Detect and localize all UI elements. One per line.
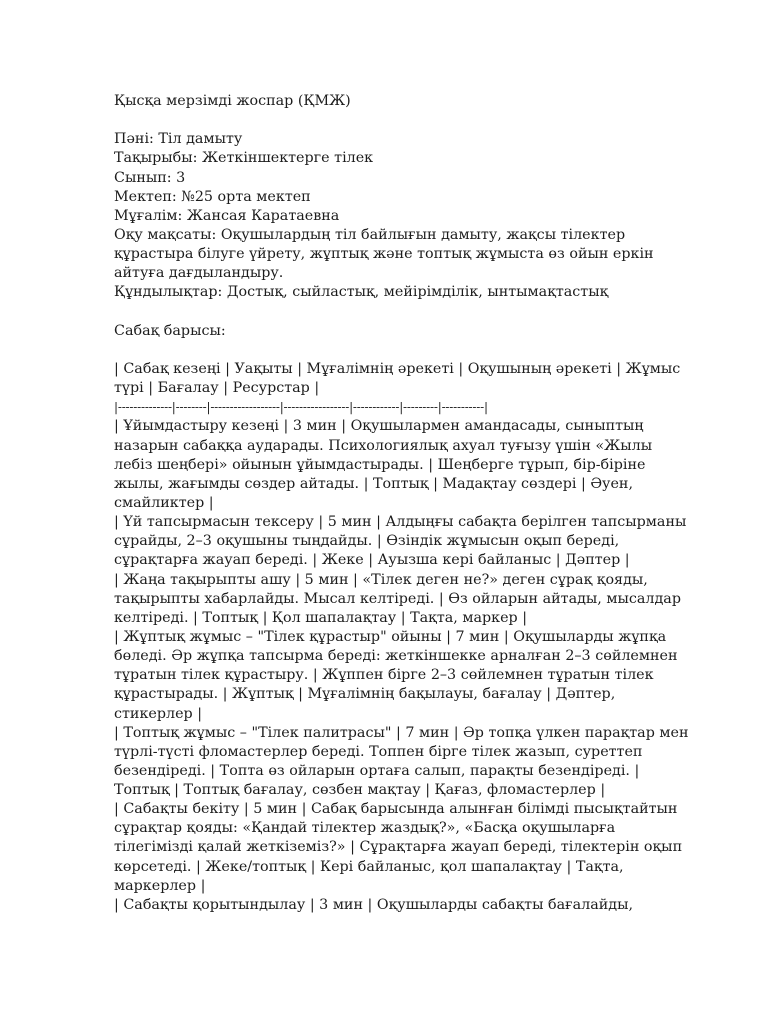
table-row-line: безендіреді. | Топта өз ойларын ортаға салып, парақты безендіреді. | <box>114 762 640 779</box>
table-row-line: тақырыпты хабарлайды. Мысал келтіреді. | Өз ойларын айтады, мысалдар <box>114 590 681 607</box>
table-row-line: | Сабақты бекіту | 5 мин | Сабақ барысында алынған білімді пысықтайтын <box>114 801 678 818</box>
section-heading: Сабақ барысы: <box>114 322 226 339</box>
lesson-table <box>114 360 689 915</box>
table-row-line: смайликтер | <box>114 494 214 511</box>
info-objective-cont: айтуға дағдыландыру. <box>114 265 284 282</box>
table-row-line: сұрақтар қояды: «Қандай тілектер жаздық?», «Басқа оқушыларға <box>114 820 616 837</box>
table-row-line: түрлі-түсті фломастерлер береді. Топпен бірге тілек жазып, суреттеп <box>114 743 643 760</box>
info-subject: Пәні: Тіл дамыту <box>114 131 243 148</box>
table-row-line: назарын сабаққа аударады. Психологиялық ахуал туғызу үшін «Жылы <box>114 437 653 454</box>
document-page <box>114 92 689 915</box>
table-row-line: бөледі. Әр жұпқа тапсырма береді: жеткіншекке арналған 2–3 сөйлемнен <box>114 648 678 665</box>
info-teacher: Мұғалім: Жансая Каратаевна <box>114 207 340 224</box>
table-row-line: сұрақтарға жауап береді. | Жеке | Ауызша кері байланыс | Дәптер | <box>114 552 630 569</box>
table-row-line: лебіз шеңбері» ойынын ұйымдастырады. | Шеңберге тұрып, бір-біріне <box>114 456 646 473</box>
table-row-line: | Жаңа тақырыпты ашу | 5 мин | «Тілек деген не?» деген сұрақ қояды, <box>114 571 648 588</box>
info-grade: Сынып: 3 <box>114 169 186 186</box>
info-objective: Оқу мақсаты: Оқушылардың тіл байлығын дамыту, жақсы тілектер <box>114 226 626 243</box>
table-row-line: | Топтық жұмыс – "Тілек палитрасы" | 7 мин | Әр топқа үлкен парақтар мен <box>114 724 689 741</box>
table-row-line: стикерлер | <box>114 705 203 722</box>
info-topic: Тақырыбы: Жеткіншектерге тілек <box>114 150 374 167</box>
info-values: Құндылықтар: Достық, сыйластық, мейірімділік, ынтымақтастық <box>114 284 609 301</box>
table-row-line: Топтық | Топтық бағалау, сөзбен мақтау | Қағаз, фломастерлер | <box>114 782 606 799</box>
info-objective-cont: құрастыра білуге үйрету, жұптық және топтық жұмыста өз ойын еркін <box>114 246 654 263</box>
table-row-line: тілегімізді қалай жеткіземіз?» | Сұрақтарға жауап береді, тілектерін оқып <box>114 839 683 856</box>
table-row-line: | Ұйымдастыру кезеңі | 3 мин | Оқушылармен амандасады, сыныптың <box>114 418 644 435</box>
lesson-info <box>114 130 654 302</box>
table-header: түрі | Бағалау | Ресурстар | <box>114 380 320 397</box>
table-header: | Сабақ кезеңі | Уақыты | Мұғалімнің әрекеті | Оқушының әрекеті | Жұмыс <box>114 360 681 377</box>
table-row-line: маркерлер | <box>114 877 206 894</box>
info-school: Мектеп: №25 орта мектеп <box>114 188 311 205</box>
blank-line <box>114 341 654 360</box>
document-title: Қысқа мерзімді жоспар (ҚМЖ) <box>114 93 351 109</box>
table-row-line: | Үй тапсырмасын тексеру | 5 мин | Алдыңғы сабақта берілген тапсырманы <box>114 514 687 531</box>
table-separator: |--------------|--------|------------------|-----------------|------------|---------|-----------| <box>114 400 488 415</box>
table-row-line: құрастырады. | Жұптық | Мұғалімнің бақылауы, бағалау | Дәптер, <box>114 686 616 703</box>
table-row-line: келтіреді. | Топтық | Қол шапалақтау | Тақта, маркер | <box>114 609 528 626</box>
table-row-line: көрсетеді. | Жеке/топтық | Кері байланыс, қол шапалақтау | Тақта, <box>114 858 624 875</box>
blank-line <box>114 303 654 322</box>
blank-line <box>114 111 654 130</box>
table-row-line: сұрайды, 2–3 оқушыны тыңдайды. | Өзіндік жұмысын оқып береді, <box>114 533 620 550</box>
table-row-line: | Жұптық жұмыс – "Тілек құрастыр" ойыны | 7 мин | Оқушыларды жұпқа <box>114 628 667 645</box>
table-row-line: жылы, жағымды сөздер айтады. | Топтық | Мадақтау сөздері | Әуен, <box>114 475 634 492</box>
table-row-line: | Сабақты қорытындылау | 3 мин | Оқушыларды сабақты бағалайды, <box>114 896 634 913</box>
table-row-line: тұратын тілек құрастыру. | Жұппен бірге 2–3 сөйлемнен тұратын тілек <box>114 667 654 684</box>
